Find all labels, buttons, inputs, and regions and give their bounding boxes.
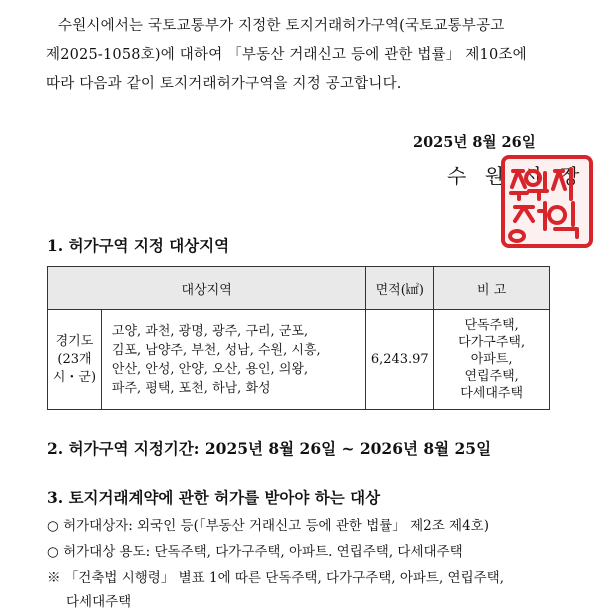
remark-line: 다세대주택 [460, 386, 524, 401]
section-1-heading: 1. 허가구역 지정 대상지역 [47, 236, 230, 255]
section-2-heading: 2. 허가구역 지정기간: 2025년 8월 26일 ~ 2026년 8월 25일 [47, 439, 492, 458]
remark-line: 다가구주택, [458, 335, 526, 350]
intro-line-2: 제2025-1058호)에 대하여 「부동산 거래신고 등에 관한 법률」 제10조에 [46, 47, 527, 63]
region-count-unit: 시・군) [52, 369, 97, 385]
intro-line-1: 수원시에서는 국토교통부가 지정한 토지거래허가구역(국토교통부공고 [58, 18, 505, 34]
section-3-item-usage: ○ 허가대상 용도: 단독주택, 다가구주택, 아파트. 연립주택, 다세대주택 [47, 544, 463, 560]
announcement-date: 2025년 8월 26일 [413, 134, 536, 151]
section-3-heading: 3. 토지거래계약에 관한 허가를 받아야 하는 대상 [47, 488, 381, 507]
target-region-table [47, 266, 550, 410]
section-3-note-line-1: ※ 「건축법 시행령」 별표 1에 따른 단독주택, 다가구주택, 아파트, 연립주택, [47, 570, 504, 586]
cities-line: 안산, 안성, 안양, 오산, 용인, 의왕, [111, 361, 309, 377]
cities-line: 고양, 과천, 광명, 광주, 구리, 군포, [111, 323, 309, 339]
remark-line: 아파트, [470, 352, 513, 367]
remark-line: 단독주택, [464, 318, 519, 333]
section-3-note-line-2: 다세대주택 [66, 594, 132, 610]
region-province: 경기도 [55, 333, 94, 349]
remarks-cell [434, 310, 550, 410]
intro-line-3: 따라 다음과 같이 토지거래허가구역을 지정 공고합니다. [46, 76, 402, 92]
region-count: (23개 [57, 351, 92, 367]
official-seal-stamp [501, 155, 593, 248]
region-cities-cell [101, 310, 365, 410]
section-3-item-applicant: ○ 허가대상자: 외국인 등(「부동산 거래신고 등에 관한 법률」 제2조 제4호) [47, 518, 489, 534]
cities-line: 김포, 남양주, 부천, 성남, 수원, 시흥, [111, 342, 321, 358]
remark-line: 연립주택, [464, 369, 519, 384]
header-area: 면적(㎢) [366, 267, 434, 310]
seal-glyphs [505, 159, 589, 244]
region-province-cell [48, 310, 102, 410]
area-size-cell: 6,243.97 [366, 310, 434, 410]
header-target-region: 대상지역 [48, 267, 366, 310]
header-remarks: 비 고 [434, 267, 550, 310]
issuer-name: 수 원 시 장 [447, 164, 586, 188]
cities-line: 파주, 평택, 포천, 하남, 화성 [111, 380, 271, 396]
table-row [48, 310, 550, 410]
table-header-row [48, 267, 550, 310]
